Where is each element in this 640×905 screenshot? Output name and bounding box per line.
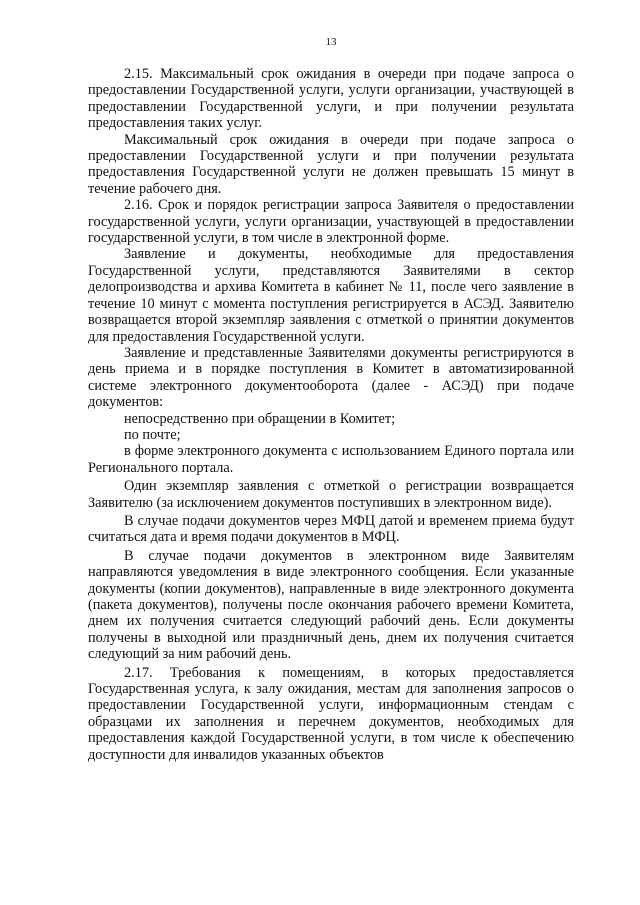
- paragraph-2-15: 2.15. Максимальный срок ожидания в очереди при подаче запроса о предоставлении Государственной услуги, услуги организации, участвующей в предоставлении Государственной услуги, и при получении результата предоставления таких услуг.: [88, 66, 574, 132]
- list-item-in-person: непосредственно при обращении в Комитет;: [124, 410, 396, 427]
- paragraph-electronic-notice: В случае подачи документов в электронном виде Заявителям направляются уведомления в виде электронного сообщения. Если указанные документы (копии документов), направленные в виде электронного документа (пакета документов), получены после окончания рабочего времени Комитета, днем их получения считается следующий рабочий день. Если документы получены в выходной или праздничный день, днем их получения считается следующий за ним рабочий день.: [88, 547, 574, 663]
- page-number: 13: [325, 36, 337, 48]
- paragraph-2-16: 2.16. Срок и порядок регистрации запроса Заявителя о предоставлении государственной услуги, услуги организации, участвующей в предоставлении государственной услуги, в том числе в электронной форме.: [88, 197, 574, 247]
- list-item-by-mail: по почте;: [124, 426, 181, 443]
- paragraph-max-wait: Максимальный срок ожидания в очереди при подаче запроса о предоставлении Государственной услуги и при получении результата предоставления Государственной услуги не должен превышать 15 минут в течение рабочего дня.: [88, 131, 574, 197]
- list-item-electronic: в форме электронного документа с использованием Единого портала или Регионального портала.: [88, 443, 574, 476]
- paragraph-submission: Заявление и документы, необходимые для предоставления Государственной услуги, представляются Заявителями в сектор делопроизводства и архива Комитета в кабинет № 11, после чего заявление в течение 10 минут с момента поступления регистрируется в АСЭД. Заявителю возвращается второй экземпляр заявления с отметкой о принятии документов для предоставления Государственной услуги.: [88, 246, 574, 345]
- document-body: [88, 66, 574, 763]
- paragraph-registration: Заявление и представленные Заявителями документы регистрируются в день приема и в порядке поступления в Комитет в автоматизированной системе электронного документооборота (далее - АСЭД) при подаче документов:: [88, 344, 574, 411]
- paragraph-2-17: 2.17. Требования к помещениям, в которых предоставляется Государственная услуга, к залу ожидания, местам для заполнения запросов о предоставлении Государственной услуги, информационным стендам с образцами их заполнения и перечнем документов, необходимых для предоставления каждой Государственной услуги, в том числе к обеспечению доступности для инвалидов указанных объектов: [88, 664, 574, 763]
- paragraph-mfc: В случае подачи документов через МФЦ датой и временем приема будут считаться дата и время подачи документов в МФЦ.: [88, 512, 574, 546]
- paragraph-copy-returned: Один экземпляр заявления с отметкой о регистрации возвращается Заявителю (за исключением документов поступивших в электронном виде).: [88, 478, 574, 511]
